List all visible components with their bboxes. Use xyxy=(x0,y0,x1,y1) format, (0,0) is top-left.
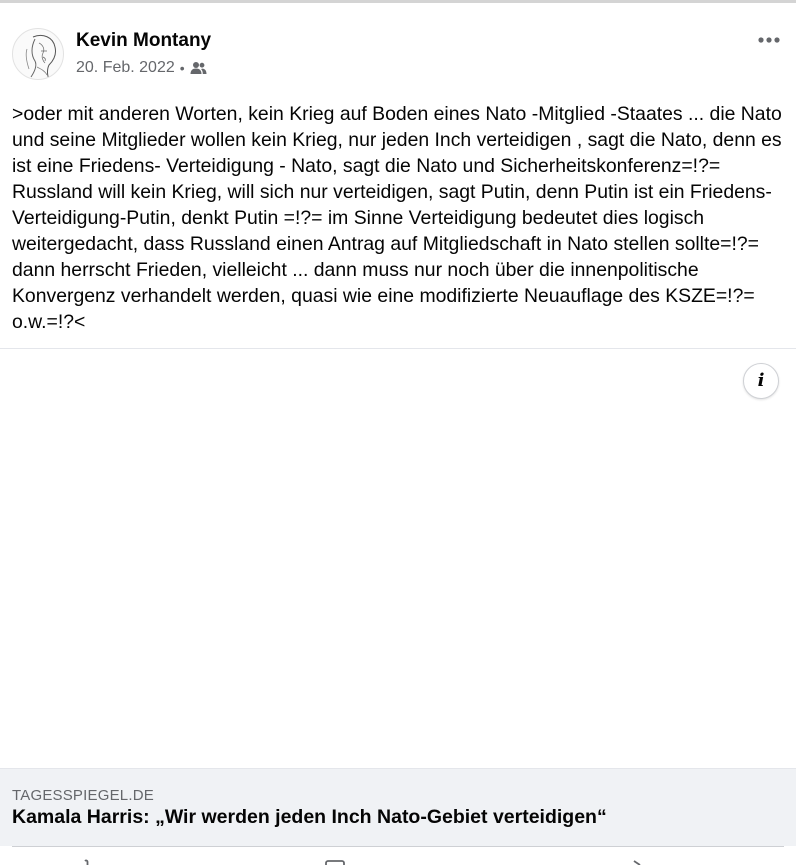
post-header xyxy=(12,28,784,84)
link-preview-media[interactable] xyxy=(0,349,796,768)
avatar[interactable] xyxy=(12,28,64,80)
top-divider xyxy=(0,0,796,3)
avatar-sketch xyxy=(13,29,64,80)
link-title[interactable]: Kamala Harris: „Wir werden jeden Inch Nato-Gebiet verteidigen“ xyxy=(12,806,607,828)
share-icon[interactable] xyxy=(628,859,648,865)
post-date[interactable]: 20. Feb. 2022 xyxy=(76,59,175,76)
info-button[interactable] xyxy=(743,363,779,399)
post-text: >oder mit anderen Worten, kein Krieg auf Boden eines Nato -Mitglied -Staates ... die Nato und seine Mitglieder wollen kein Krieg, nur jeden Inch verteidigen , sagt die Nato, denn es ist eine Friedens- Verteidigung - Nato, sagt die Nato und Sicherheitskonferenz=!?= Russland will kein Krieg, will sich nur verteidigen, sagt Putin, denn Putin ist ein Friedens- Verteidigung-Putin, denkt Putin =!?= im Sinne Verteidigung bedeutet dies logisch weitergedacht, dass Russland einen Antrag auf Mitgliedschaft in Nato stellen sollte=!?= dann herrscht Frieden, vielleicht ... dann muss nur noch über die innenpolitische Konvergenz verhandelt werden, quasi wie eine modifizierte Neuauflage des KSZE=!?= o.w.=!?< xyxy=(12,103,788,333)
info-icon: i xyxy=(757,370,765,391)
more-options-button[interactable] xyxy=(754,30,784,50)
comment-icon[interactable] xyxy=(325,859,345,865)
link-preview-card[interactable] xyxy=(0,768,796,846)
action-bar xyxy=(0,847,796,865)
meta-separator: • xyxy=(179,60,185,76)
author-name[interactable]: Kevin Montany xyxy=(76,30,212,51)
post-meta xyxy=(76,58,207,78)
like-icon[interactable] xyxy=(78,859,98,865)
link-domain: TAGESSPIEGEL.DE xyxy=(12,787,154,804)
more-horizontal-icon xyxy=(758,37,780,43)
friends-icon[interactable] xyxy=(190,61,207,75)
